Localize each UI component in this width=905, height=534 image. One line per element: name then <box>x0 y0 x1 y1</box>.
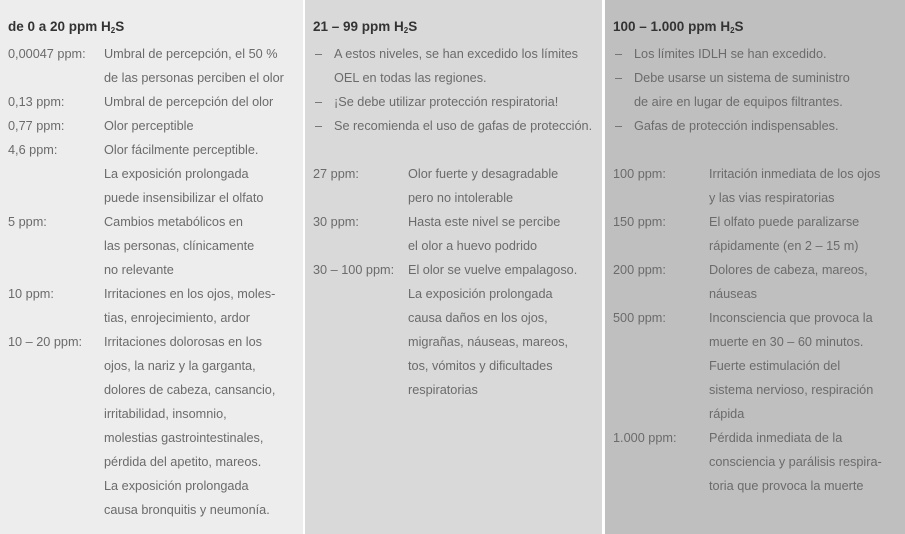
dash-mark: – <box>315 95 323 109</box>
bullet-text: Debe usarse un sistema de suministro <box>634 71 850 85</box>
effect-description: Umbral de percepción, el 50 % <box>104 47 278 61</box>
bullet-text: OEL en todas las regiones. <box>334 71 487 85</box>
effect-description: las personas, clínicamente <box>104 239 255 253</box>
effect-description: no relevante <box>104 263 174 277</box>
dash-mark: – <box>615 119 623 133</box>
ppm-entry-row <box>8 210 303 234</box>
ppm-entry-row <box>8 282 303 306</box>
ppm-level: 4,6 ppm: <box>8 143 58 157</box>
dash-mark: – <box>315 47 323 61</box>
ppm-level <box>8 306 104 330</box>
bullet-list <box>313 42 602 138</box>
ppm-level <box>313 234 408 258</box>
ppm-entry-row <box>8 114 303 138</box>
effect-description: tos, vómitos y dificultades <box>408 359 553 373</box>
ppm-entry-row <box>8 66 303 90</box>
ppm-level: 27 ppm: <box>313 167 359 181</box>
ppm-entry-row <box>8 306 303 330</box>
effect-description: Pérdida inmediata de la <box>709 431 843 445</box>
ppm-entry-row <box>313 306 602 330</box>
ppm-entry-row <box>613 186 905 210</box>
bullet-text: Se recomienda el uso de gafas de protección. <box>334 119 593 133</box>
effect-description: rápida <box>709 407 745 421</box>
ppm-level: 0,13 ppm: <box>8 95 65 109</box>
effect-description: consciencia y parálisis respira- <box>709 455 882 469</box>
effect-description: pero no intolerable <box>408 191 514 205</box>
ppm-entry-row <box>313 330 602 354</box>
ppm-entry-row <box>8 330 303 354</box>
effect-description: náuseas <box>709 287 757 301</box>
ppm-level <box>613 234 709 258</box>
ppm-entry-row <box>313 258 602 282</box>
ppm-entry-row <box>313 354 602 378</box>
bullet-line <box>613 114 905 138</box>
ppm-entry-row <box>8 186 303 210</box>
header-suffix: S <box>408 19 418 34</box>
effect-description: Irritación inmediata de los ojos <box>709 167 881 181</box>
bullet-line <box>313 66 602 90</box>
ppm-entry-row <box>8 402 303 426</box>
ppm-entry-row <box>313 234 602 258</box>
ppm-level: 10 – 20 ppm: <box>8 335 83 349</box>
ppm-entry-row <box>8 450 303 474</box>
ppm-level: 10 ppm: <box>8 287 54 301</box>
ppm-level <box>313 378 408 402</box>
effect-description: toria que provoca la muerte <box>709 479 864 493</box>
ppm-level <box>613 354 709 378</box>
effect-description: Inconsciencia que provoca la <box>709 311 873 325</box>
ppm-entry-row <box>8 498 303 522</box>
header-subscript: 2 <box>403 26 409 35</box>
ppm-entry-row <box>8 42 303 66</box>
effect-description: Olor perceptible <box>104 119 194 133</box>
ppm-entry-row <box>613 330 905 354</box>
effect-description: ojos, la nariz y la garganta, <box>104 359 256 373</box>
effect-description: rápidamente (en 2 – 15 m) <box>709 239 859 253</box>
ppm-level: 0,00047 ppm: <box>8 47 86 61</box>
effect-description: de las personas perciben el olor <box>104 71 284 85</box>
effect-description: Irritaciones en los ojos, moles- <box>104 287 276 301</box>
dash-mark: – <box>615 47 623 61</box>
ppm-entry-row <box>8 162 303 186</box>
effect-description: Umbral de percepción del olor <box>104 95 274 109</box>
effect-description: molestias gastrointestinales, <box>104 431 264 445</box>
ppm-level <box>313 282 408 306</box>
effect-description: tias, enrojecimiento, ardor <box>104 311 250 325</box>
column-header <box>313 19 602 35</box>
dash-mark: – <box>615 71 623 85</box>
ppm-entry-row <box>8 138 303 162</box>
effect-description: La exposición prolongada <box>408 287 553 301</box>
effect-description: muerte en 30 – 60 minutos. <box>709 335 864 349</box>
effect-description: Olor fuerte y desagradable <box>408 167 559 181</box>
ppm-entry-row <box>613 402 905 426</box>
ppm-level <box>8 258 104 282</box>
ppm-entry-row <box>8 90 303 114</box>
ppm-level: 30 – 100 ppm: <box>313 263 395 277</box>
header-suffix: S <box>734 19 744 34</box>
bullet-text: Los límites IDLH se han excedido. <box>634 47 827 61</box>
header-text: de 0 a 20 ppm H <box>8 19 111 34</box>
effect-description: El olfato puede paralizarse <box>709 215 860 229</box>
column-header <box>8 19 303 35</box>
effect-description: Fuerte estimulación del <box>709 359 841 373</box>
ppm-entry-row <box>313 210 602 234</box>
ppm-level <box>8 66 104 90</box>
column-21-99-ppm <box>305 0 602 534</box>
bullet-line <box>313 90 602 114</box>
bullet-text: ¡Se debe utilizar protección respiratoria! <box>334 95 559 109</box>
effect-description: y las vias respiratorias <box>709 191 835 205</box>
effect-description: La exposición prolongada <box>104 479 249 493</box>
ppm-entry-row <box>8 234 303 258</box>
ppm-level <box>8 450 104 474</box>
effect-description: Dolores de cabeza, mareos, <box>709 263 868 277</box>
ppm-entry-row <box>613 210 905 234</box>
ppm-level <box>613 282 709 306</box>
bullet-line <box>613 90 905 114</box>
ppm-level <box>8 378 104 402</box>
ppm-level: 5 ppm: <box>8 215 47 229</box>
effect-description: sistema nervioso, respiración <box>709 383 874 397</box>
ppm-level: 1.000 ppm: <box>613 431 677 445</box>
ppm-level <box>613 450 709 474</box>
ppm-entry-row <box>8 378 303 402</box>
ppm-level: 500 ppm: <box>613 311 666 325</box>
effect-description: Olor fácilmente perceptible. <box>104 143 259 157</box>
effect-description: causa daños en los ojos, <box>408 311 548 325</box>
dash-mark: – <box>315 119 323 133</box>
ppm-level: 200 ppm: <box>613 263 666 277</box>
ppm-entry-row <box>613 426 905 450</box>
ppm-entry-row <box>613 354 905 378</box>
ppm-level <box>613 402 709 426</box>
ppm-entry-row <box>613 378 905 402</box>
ppm-level <box>613 474 709 498</box>
bullet-line <box>313 42 602 66</box>
ppm-level <box>613 186 709 210</box>
ppm-entry-row <box>8 474 303 498</box>
ppm-entry-row <box>313 186 602 210</box>
ppm-entry-list <box>8 42 303 522</box>
effect-description: irritabilidad, insomnio, <box>104 407 227 421</box>
header-subscript: 2 <box>730 26 735 35</box>
bullet-text: Gafas de protección indispensables. <box>634 119 839 133</box>
bullet-text: de aire en lugar de equipos filtrantes. <box>634 95 843 109</box>
ppm-entry-row <box>8 354 303 378</box>
ppm-entry-row <box>613 282 905 306</box>
ppm-level <box>8 354 104 378</box>
ppm-level <box>613 330 709 354</box>
effect-description: puede insensibilizar el olfato <box>104 191 264 205</box>
effect-description: Irritaciones dolorosas en los <box>104 335 262 349</box>
header-subscript: 2 <box>110 26 116 35</box>
effect-description: Cambios metabólicos en <box>104 215 243 229</box>
effect-description: La exposición prolongada <box>104 167 249 181</box>
ppm-level <box>313 354 408 378</box>
ppm-entry-list <box>313 162 602 402</box>
ppm-entry-row <box>8 258 303 282</box>
ppm-entry-row <box>313 378 602 402</box>
ppm-level <box>8 186 104 210</box>
ppm-level <box>8 234 104 258</box>
column-0-20-ppm <box>0 0 303 534</box>
effect-description: dolores de cabeza, cansancio, <box>104 383 276 397</box>
effect-description: causa bronquitis y neumonía. <box>104 503 270 517</box>
bullet-line <box>613 42 905 66</box>
effect-description: Hasta este nivel se percibe <box>408 215 561 229</box>
column-header <box>613 19 905 35</box>
header-suffix: S <box>115 19 125 34</box>
ppm-entry-row <box>613 234 905 258</box>
header-text: 100 – 1.000 ppm H <box>613 19 731 34</box>
ppm-level: 30 ppm: <box>313 215 359 229</box>
ppm-entry-row <box>8 426 303 450</box>
ppm-entry-row <box>613 474 905 498</box>
ppm-entry-row <box>613 450 905 474</box>
ppm-entry-row <box>613 258 905 282</box>
bullet-line <box>613 66 905 90</box>
ppm-level <box>313 306 408 330</box>
header-text: 21 – 99 ppm H <box>313 19 404 34</box>
ppm-level <box>8 162 104 186</box>
ppm-level <box>8 426 104 450</box>
ppm-entry-row <box>313 162 602 186</box>
bullet-line <box>313 114 602 138</box>
ppm-level <box>313 330 408 354</box>
effect-description: migrañas, náuseas, mareos, <box>408 335 569 349</box>
effect-description: respiratorias <box>408 383 478 397</box>
ppm-level <box>313 186 408 210</box>
ppm-level <box>8 474 104 498</box>
ppm-level: 150 ppm: <box>613 215 666 229</box>
effect-description: pérdida del apetito, mareos. <box>104 455 262 469</box>
ppm-entry-list <box>613 162 905 498</box>
ppm-level <box>8 402 104 426</box>
ppm-entry-row <box>313 282 602 306</box>
ppm-entry-row <box>613 306 905 330</box>
ppm-entry-row <box>613 162 905 186</box>
bullet-list <box>613 42 905 138</box>
ppm-level <box>613 378 709 402</box>
bullet-text: A estos niveles, se han excedido los límites <box>334 47 579 61</box>
ppm-level: 0,77 ppm: <box>8 119 65 133</box>
column-100-1000-ppm <box>605 0 905 534</box>
effect-description: El olor se vuelve empalagoso. <box>408 263 578 277</box>
ppm-level <box>8 498 104 522</box>
effect-description: el olor a huevo podrido <box>408 239 538 253</box>
ppm-level: 100 ppm: <box>613 167 666 181</box>
